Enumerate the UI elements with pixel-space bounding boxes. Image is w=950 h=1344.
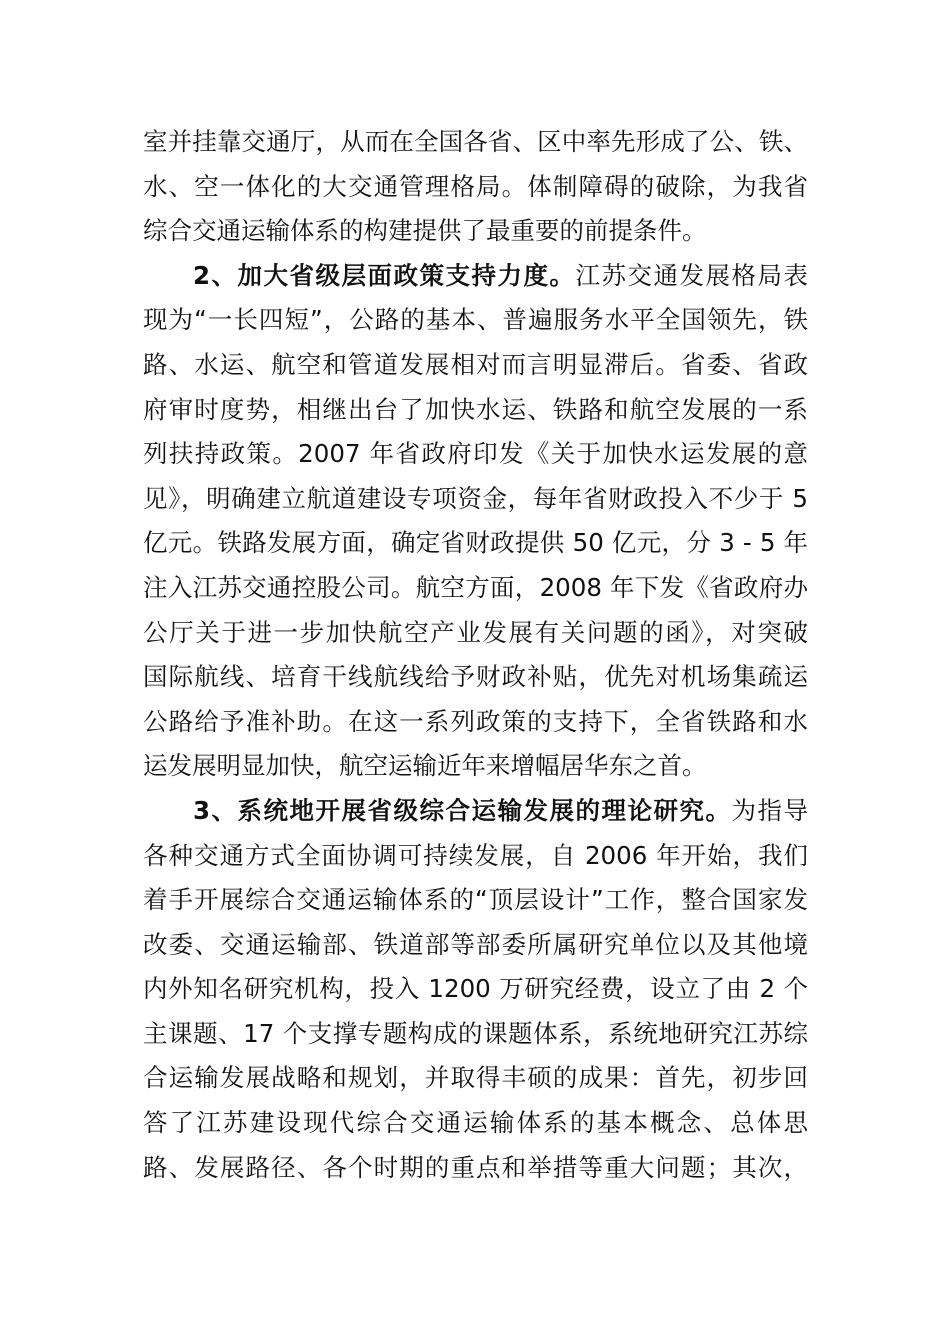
text-line: 亿元。铁路发展方面，确定省财政提供 50 亿元，分 3 - 5 年 (143, 528, 808, 558)
section-heading: 3、系统地开展省级综合运输发展的理论研究。 (193, 795, 732, 825)
text-line: 国际航线、培育干线航线给予财政补贴，优先对机场集疏运 (143, 662, 808, 692)
text-line: 内外知名研究机构，投入 1200 万研究经费，设立了由 2 个 (143, 974, 808, 1004)
text-line: 见》，明确建立航道建设专项资金，每年省财政投入不少于 5 (143, 483, 808, 513)
text-line: 着手开展综合交通运输体系的“顶层设计”工作，整合国家发 (143, 885, 808, 915)
text-line: 公厅关于进一步加快航空产业发展有关问题的函》，对突破 (143, 617, 808, 647)
text-line: 公路给予准补助。在这一系列政策的支持下，全省铁路和水 (143, 706, 808, 736)
section-heading-line (143, 254, 808, 299)
text-line: 运发展明显加快，航空运输近年来增幅居华东之首。 (143, 751, 707, 781)
text-line: 答了江苏建设现代综合交通运输体系的基本概念、总体思 (143, 1108, 808, 1138)
text-line: 各种交通方式全面协调可持续发展，自 2006 年开始，我们 (143, 840, 808, 870)
text-line: 府审时度势，相继出台了加快水运、铁路和航空发展的一系 (143, 394, 808, 424)
text-line-continuation: 为指导 (731, 795, 808, 825)
text-line: 路、水运、航空和管道发展相对而言明显滞后。省委、省政 (143, 349, 808, 379)
section-heading-line (143, 789, 808, 834)
text-line: 主课题、17 个支撑专题构成的课题体系，系统地研究江苏综 (143, 1018, 808, 1048)
section-heading: 2、加大省级层面政策支持力度。 (193, 260, 576, 290)
text-line: 改委、交通运输部、铁道部等部委所属研究单位以及其他境 (143, 929, 808, 959)
text-line: 水、空一体化的大交通管理格局。体制障碍的破除，为我省 (143, 171, 808, 201)
text-line: 综合交通运输体系的构建提供了最重要的前提条件。 (143, 216, 707, 246)
text-line: 合运输发展战略和规划，并取得丰硕的成果：首先，初步回 (143, 1063, 808, 1093)
document-page (143, 120, 808, 1190)
text-line: 路、发展路径、各个时期的重点和举措等重大问题；其次， (143, 1152, 808, 1182)
text-line: 室并挂靠交通厅，从而在全国各省、区中率先形成了公、铁、 (143, 127, 808, 156)
text-line: 注入江苏交通控股公司。航空方面，2008 年下发《省政府办 (143, 572, 808, 602)
text-line: 列扶持政策。2007 年省政府印发《关于加快水运发展的意 (143, 439, 808, 469)
text-line-continuation: 江苏交通发展格局表 (575, 260, 808, 290)
text-line: 现为“一长四短”，公路的基本、普遍服务水平全国领先，铁 (143, 305, 808, 335)
